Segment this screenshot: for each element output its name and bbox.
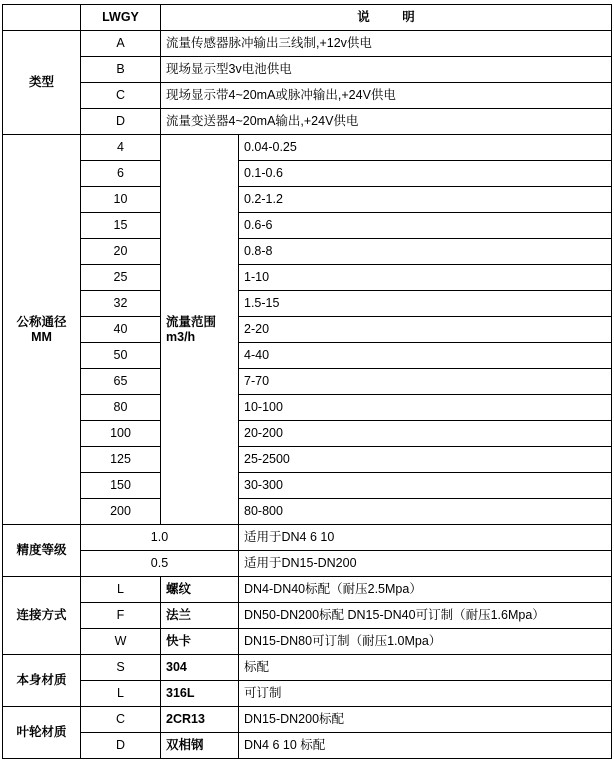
table-row (3, 707, 612, 733)
row-description: 10-100 (239, 395, 612, 421)
row-code: D (81, 109, 161, 135)
row-code: 1.0 (81, 525, 239, 551)
table-row (3, 447, 612, 473)
table-row (3, 317, 612, 343)
row-description: 适用于DN15-DN200 (239, 551, 612, 577)
row-category-nominal-diameter (3, 135, 81, 525)
row-code: B (81, 57, 161, 83)
row-description: 7-70 (239, 369, 612, 395)
row-code: 20 (81, 239, 161, 265)
row-description: 0.8-8 (239, 239, 612, 265)
row-description: 4-40 (239, 343, 612, 369)
row-code: 150 (81, 473, 161, 499)
row-code: L (81, 681, 161, 707)
table-row (3, 499, 612, 525)
row-category-impeller-material: 叶轮材质 (3, 707, 81, 759)
row-category-type: 类型 (3, 31, 81, 135)
row-description: DN50-DN200标配 DN15-DN40可订制（耐压1.6Mpa） (239, 603, 612, 629)
row-category-body-material: 本身材质 (3, 655, 81, 707)
category-label-line2: MM (31, 329, 52, 344)
flow-range-label (161, 135, 239, 525)
specification-table (2, 4, 612, 759)
row-code: D (81, 733, 161, 759)
row-mid-label: 快卡 (161, 629, 239, 655)
row-description: 0.6-6 (239, 213, 612, 239)
flow-range-label-line1: 流量范围 (166, 315, 217, 330)
row-mid-label: 法兰 (161, 603, 239, 629)
row-category-accuracy: 精度等级 (3, 525, 81, 577)
table-row (3, 161, 612, 187)
table-row (3, 551, 612, 577)
row-description: 0.1-0.6 (239, 161, 612, 187)
category-label-line1: 公称通径 (16, 315, 67, 330)
table-row (3, 525, 612, 551)
row-description: DN15-DN80可订制（耐压1.0Mpa） (239, 629, 612, 655)
row-code: L (81, 577, 161, 603)
table-row (3, 603, 612, 629)
header-description-cell: 说 明 (161, 5, 612, 31)
table-row (3, 265, 612, 291)
table-row (3, 213, 612, 239)
table-row (3, 577, 612, 603)
table-row (3, 369, 612, 395)
table-row (3, 135, 612, 161)
table-row (3, 421, 612, 447)
row-code: 32 (81, 291, 161, 317)
row-code: 125 (81, 447, 161, 473)
row-code: 25 (81, 265, 161, 291)
row-description: 适用于DN4 6 10 (239, 525, 612, 551)
row-description: 流量变送器4~20mA输出,+24V供电 (161, 109, 612, 135)
table-row (3, 655, 612, 681)
table-header-row (3, 5, 612, 31)
row-code: 10 (81, 187, 161, 213)
table-row (3, 187, 612, 213)
table-row (3, 395, 612, 421)
row-code: A (81, 31, 161, 57)
table-row (3, 31, 612, 57)
row-mid-label: 2CR13 (161, 707, 239, 733)
row-mid-label: 316L (161, 681, 239, 707)
header-model-cell: LWGY (81, 5, 161, 31)
row-description: 现场显示带4~20mA或脉冲输出,+24V供电 (161, 83, 612, 109)
row-description: 0.04-0.25 (239, 135, 612, 161)
row-code: C (81, 707, 161, 733)
table-row (3, 109, 612, 135)
header-blank-cell (3, 5, 81, 31)
row-description: 流量传感器脉冲输出三线制,+12v供电 (161, 31, 612, 57)
row-description: 80-800 (239, 499, 612, 525)
row-code: 50 (81, 343, 161, 369)
table-row (3, 57, 612, 83)
row-code: 4 (81, 135, 161, 161)
row-mid-label: 螺纹 (161, 577, 239, 603)
table-row (3, 681, 612, 707)
table-row (3, 733, 612, 759)
table-row (3, 629, 612, 655)
row-description: 20-200 (239, 421, 612, 447)
row-code: 65 (81, 369, 161, 395)
row-description: 现场显示型3v电池供电 (161, 57, 612, 83)
row-mid-label: 304 (161, 655, 239, 681)
row-code: 40 (81, 317, 161, 343)
row-description: 25-2500 (239, 447, 612, 473)
row-code: S (81, 655, 161, 681)
row-description: 标配 (239, 655, 612, 681)
row-code: 6 (81, 161, 161, 187)
row-description: 2-20 (239, 317, 612, 343)
table-row (3, 239, 612, 265)
row-description: 30-300 (239, 473, 612, 499)
row-code: 100 (81, 421, 161, 447)
row-description: 1-10 (239, 265, 612, 291)
row-code: 0.5 (81, 551, 239, 577)
flow-range-label-line2: m3/h (166, 329, 196, 344)
table-row (3, 291, 612, 317)
row-description: DN4-DN40标配（耐压2.5Mpa） (239, 577, 612, 603)
row-description: DN15-DN200标配 (239, 707, 612, 733)
row-mid-label: 双相钢 (161, 733, 239, 759)
row-category-connection: 连接方式 (3, 577, 81, 655)
row-description: 1.5-15 (239, 291, 612, 317)
row-description: 0.2-1.2 (239, 187, 612, 213)
row-code: W (81, 629, 161, 655)
row-code: 80 (81, 395, 161, 421)
row-description: DN4 6 10 标配 (239, 733, 612, 759)
row-code: F (81, 603, 161, 629)
row-code: 15 (81, 213, 161, 239)
row-code: 200 (81, 499, 161, 525)
table-row (3, 83, 612, 109)
row-description: 可订制 (239, 681, 612, 707)
row-code: C (81, 83, 161, 109)
table-row (3, 473, 612, 499)
table-row (3, 343, 612, 369)
